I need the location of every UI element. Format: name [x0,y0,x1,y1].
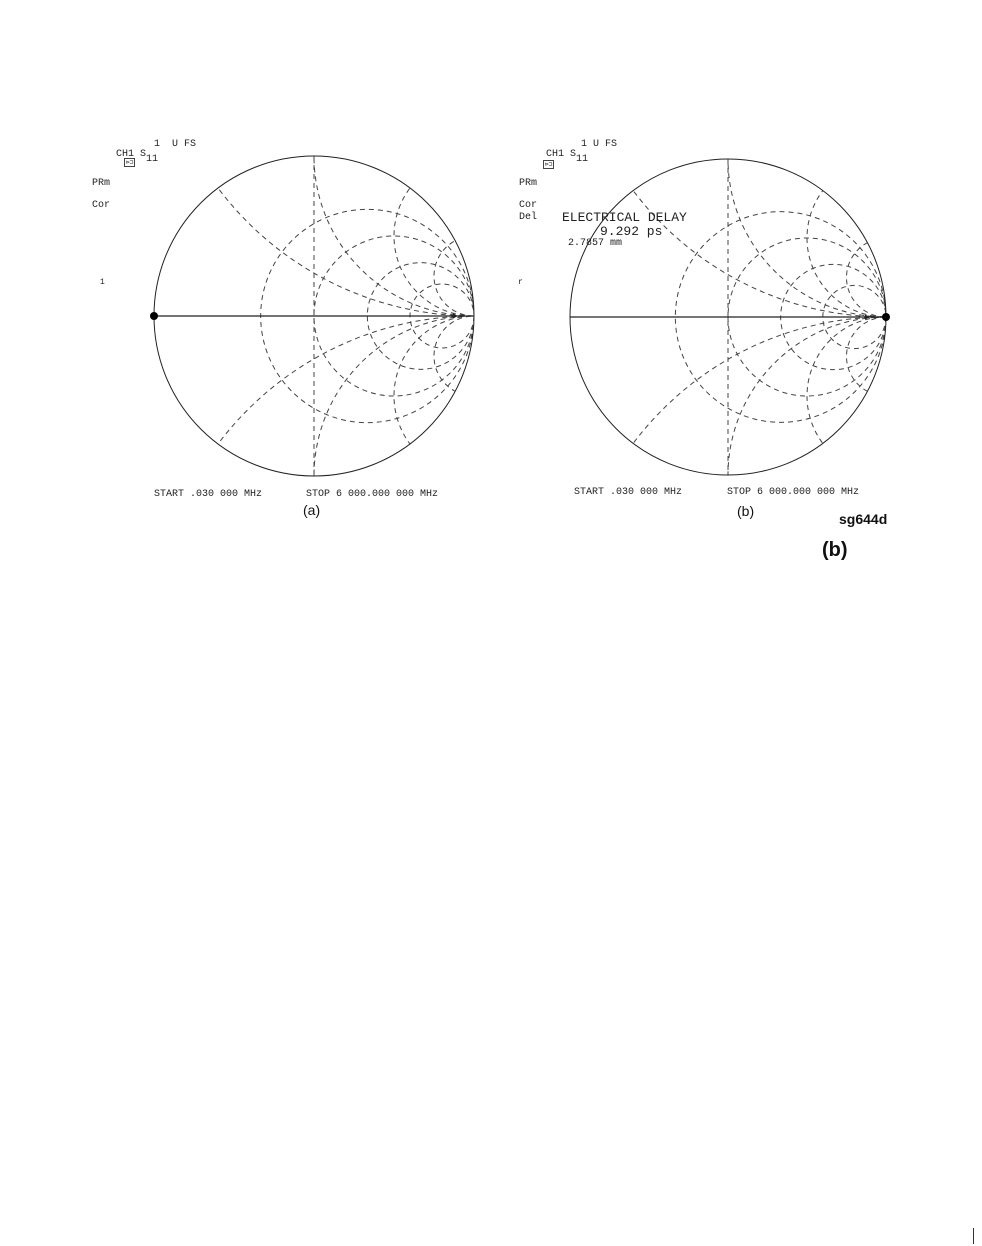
left-caption: (a) [303,502,321,518]
chart-grid [154,0,794,956]
left-cor-label: Cor [92,200,111,211]
right-marker-number: r [518,278,523,287]
marker-dot [150,312,158,320]
smith-chart-a [150,0,794,956]
right-caption: (b) [737,503,755,519]
left-stop-freq: STOP 6 000.000 000 MHz [306,489,439,500]
reactance-arc-upper [807,159,965,317]
reactance-arc-lower [154,316,794,956]
right-cor-label: Cor [519,200,538,211]
right-del-label: Del [519,212,538,223]
reactance-arc-lower [570,317,982,949]
reactance-arc-lower [314,316,634,636]
left-prm-label: PRm [92,178,111,189]
right-marker-box-icon: ⊳⊐ [545,161,553,168]
electrical-delay-title: ELECTRICAL DELAY [562,210,687,225]
figure-id: sg644d [839,511,888,527]
reactance-arc-upper [154,0,794,316]
marker-dot [882,313,890,321]
right-stop-freq: STOP 6 000.000 000 MHz [727,487,860,498]
right-channel-sub: 11 [576,154,589,165]
reactance-arc-lower [807,317,965,475]
left-channel: CH1 S [116,149,147,160]
figure-big-label: (b) [822,539,848,561]
left-marker-number: 1 [100,278,105,287]
smith-chart-b [570,0,982,949]
right-prm-label: PRm [519,178,538,189]
right-scale: 1 U FS [581,139,618,150]
reactance-arc-lower [728,317,982,633]
electrical-delay-mm: 2.7857 mm [568,238,623,249]
page-edge-rule [973,1228,974,1244]
electrical-delay-ps: 9.292 ps [600,224,663,239]
right-channel-label [522,140,588,170]
left-start-freq: START .030 000 MHz [154,489,263,500]
left-channel-sub: 11 [146,154,159,165]
chart-grid [570,0,982,949]
reactance-arc-upper [570,0,982,317]
reactance-arc-upper [728,1,982,317]
right-start-freq: START .030 000 MHz [574,487,683,498]
left-marker-box-icon: ⊳⊐ [126,159,134,166]
left-scale: 1 U FS [154,139,197,150]
reactance-arc-lower [394,316,554,476]
right-channel: CH1 S [546,149,577,160]
